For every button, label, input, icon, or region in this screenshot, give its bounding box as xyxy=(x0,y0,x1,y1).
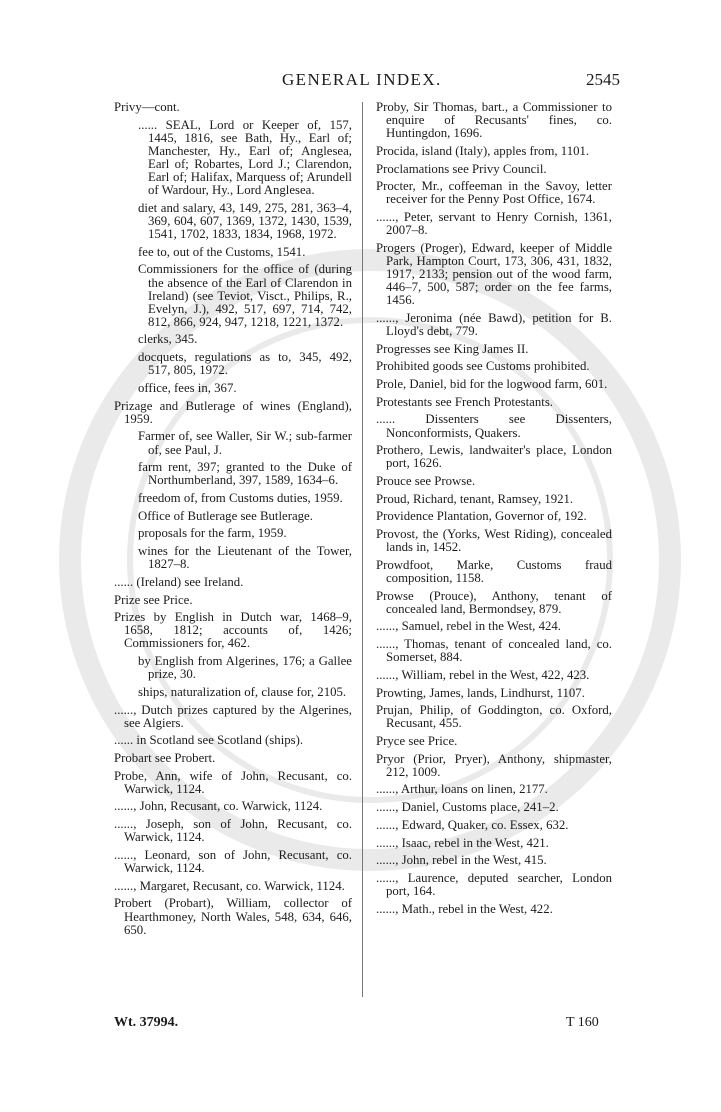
index-entry: ......, John, rebel in the West, 415. xyxy=(376,853,547,868)
index-entry: Proud, Richard, tenant, Ramsey, 1921. xyxy=(376,491,574,506)
index-entry: Procter, Mr., coffeeman in the Savoy, letter receiver for the Penny Post Office, 1674. xyxy=(376,179,612,207)
index-entry: ......, Joseph, son of John, Recusant, co. Warwick, 1124. xyxy=(114,817,352,845)
index-column-right xyxy=(376,101,612,920)
index-subentry: Office of Butlerage see Butlerage. xyxy=(138,508,313,523)
index-entry: Prizes by English in Dutch war, 1468–9, 1658, 1812; accounts of, 1426; Commissioners for, 462. xyxy=(114,610,352,651)
running-title: GENERAL INDEX. xyxy=(282,70,442,89)
index-subentry: ships, naturalization of, clause for, 2105. xyxy=(138,684,347,699)
index-subentry: diet and salary, 43, 149, 275, 281, 363–4, 369, 604, 607, 1369, 1372, 1430, 1539, 1541, 1702, 1833, 1834, 1968, 1972. xyxy=(138,200,352,242)
print-code: Wt. 37994. xyxy=(114,1015,179,1030)
index-subentry: wines for the Lieutenant of the Tower, 1827–8. xyxy=(138,544,352,572)
index-entry: Probert (Probart), William, collector of Hearthmoney, North Wales, 548, 634, 646, 650. xyxy=(114,896,352,937)
index-entry: ......, Arthur, loans on linen, 2177. xyxy=(376,782,548,797)
index-entry: ......, Samuel, rebel in the West, 424. xyxy=(376,619,561,634)
index-entry: ......, William, rebel in the West, 422, 423. xyxy=(376,667,590,682)
index-entry: ......, Thomas, tenant of concealed land, co. Somerset, 884. xyxy=(376,637,612,665)
index-entry: Prowting, James, lands, Lindhurst, 1107. xyxy=(376,685,585,700)
index-entry: Protestants see French Protestants. xyxy=(376,394,553,409)
signature-mark: T 160 xyxy=(566,1015,599,1030)
index-entry: ......, John, Recusant, co. Warwick, 1124. xyxy=(114,799,323,814)
index-entry: ......, Math., rebel in the West, 422. xyxy=(376,901,553,916)
index-subentry: ...... SEAL, Lord or Keeper of, 157, 1445, 1816, see Bath, Hy., Earl of; Manchester, Hy., Earl of; Anglesea, Earl of; Robartes, Lord J.; Clarendon, Earl of; Halifax, Marquess of; Arundell of Wardour, Hy., Lord Anglesea. xyxy=(138,117,352,198)
index-subentry: clerks, 345. xyxy=(138,332,198,347)
index-entry: ......, Leonard, son of John, Recusant, co. Warwick, 1124. xyxy=(114,847,352,876)
index-entry: Privy—cont. xyxy=(114,100,180,114)
page-header xyxy=(110,70,620,94)
index-entry: ...... (Ireland) see Ireland. xyxy=(114,574,244,589)
index-entry: Prowse (Prouce), Anthony, tenant of concealed land, Bermondsey, 879. xyxy=(376,588,612,616)
index-subentry: freedom of, from Customs duties, 1959. xyxy=(138,490,343,505)
index-entry: Prizage and Butlerage of wines (England), 1959. xyxy=(114,398,352,426)
index-entry: Progers (Proger), Edward, keeper of Middle Park, Hampton Court, 173, 306, 431, 1832, 1917, 2133; pension out of the wood farm, 446–7, 500, 587; order on the fee farms, 1456. xyxy=(376,240,612,308)
index-entry: ......, Daniel, Customs place, 241–2. xyxy=(376,800,559,815)
column-divider xyxy=(362,102,363,997)
index-column-left xyxy=(114,101,352,941)
index-entry: Prothero, Lewis, landwaiter's place, London port, 1626. xyxy=(376,443,612,471)
index-entry: ......, Peter, servant to Henry Cornish, 1361, 2007–8. xyxy=(376,210,612,238)
index-entry: Provost, the (Yorks, West Riding), concealed lands in, 1452. xyxy=(376,527,612,555)
index-entry: ......, Edward, Quaker, co. Essex, 632. xyxy=(376,817,569,832)
index-entry: Prole, Daniel, bid for the logwood farm, 601. xyxy=(376,377,608,392)
index-entry: ...... in Scotland see Scotland (ships). xyxy=(114,733,304,748)
index-entry: Prohibited goods see Customs prohibited. xyxy=(376,359,590,374)
index-entry: Pryor (Prior, Pryer), Anthony, shipmaster, 212, 1009. xyxy=(376,751,612,779)
index-subentry: office, fees in, 367. xyxy=(138,380,237,395)
index-entry: ......, Margaret, Recusant, co. Warwick, 1124. xyxy=(114,878,345,893)
index-entry: Prujan, Philip, of Goddington, co. Oxford, Recusant, 455. xyxy=(376,703,612,731)
index-entry: ......, Dutch prizes captured by the Algerines, see Algiers. xyxy=(114,702,352,730)
index-subentry: Commissioners for the office of (during the absence of the Earl of Clarendon in Ireland) (see Teviot, Visct., Philips, R., Evelyn, J.), 492, 517, 697, 714, 742, 812, 866, 924, 947, 1218, 1221, 1372. xyxy=(138,262,352,329)
index-subentry: by English from Algerines, 176; a Gallee prize, 30. xyxy=(138,654,352,682)
index-entry: Providence Plantation, Governor of, 192. xyxy=(376,509,587,524)
index-subentry: docquets, regulations as to, 345, 492, 517, 805, 1972. xyxy=(138,350,352,378)
index-entry: Proby, Sir Thomas, bart., a Commissioner to enquire of Recusants' fines, co. Huntingdon, 1696. xyxy=(376,100,612,141)
index-entry: ......, Jeronima (née Bawd), petition for B. Lloyd's debt, 779. xyxy=(376,310,612,338)
index-entry: Prowdfoot, Marke, Customs fraud composition, 1158. xyxy=(376,557,612,585)
index-entry: ...... Dissenters see Dissenters, Nonconformists, Quakers. xyxy=(376,412,612,440)
index-entry: Pryce see Price. xyxy=(376,734,458,748)
index-entry: ......, Laurence, deputed searcher, London port, 164. xyxy=(376,870,612,898)
index-entry: Prouce see Prowse. xyxy=(376,473,476,488)
index-entry: Probart see Probert. xyxy=(114,751,216,765)
index-entry: Proclamations see Privy Council. xyxy=(376,161,547,176)
index-subentry: fee to, out of the Customs, 1541. xyxy=(138,244,306,259)
index-entry: Progresses see King James II. xyxy=(376,341,529,356)
page-number: 2545 xyxy=(586,70,620,89)
index-subentry: proposals for the farm, 1959. xyxy=(138,526,287,541)
index-entry: Prize see Price. xyxy=(114,592,193,607)
index-entry: Procida, island (Italy), apples from, 1101. xyxy=(376,143,590,158)
index-entry: ......, Isaac, rebel in the West, 421. xyxy=(376,835,549,850)
index-subentry: farm rent, 397; granted to the Duke of Northumberland, 397, 1589, 1634–6. xyxy=(138,460,352,488)
index-subentry: Farmer of, see Waller, Sir W.; sub-farmer of, see Paul, J. xyxy=(138,429,352,457)
index-entry: Probe, Ann, wife of John, Recusant, co. Warwick, 1124. xyxy=(114,768,352,796)
